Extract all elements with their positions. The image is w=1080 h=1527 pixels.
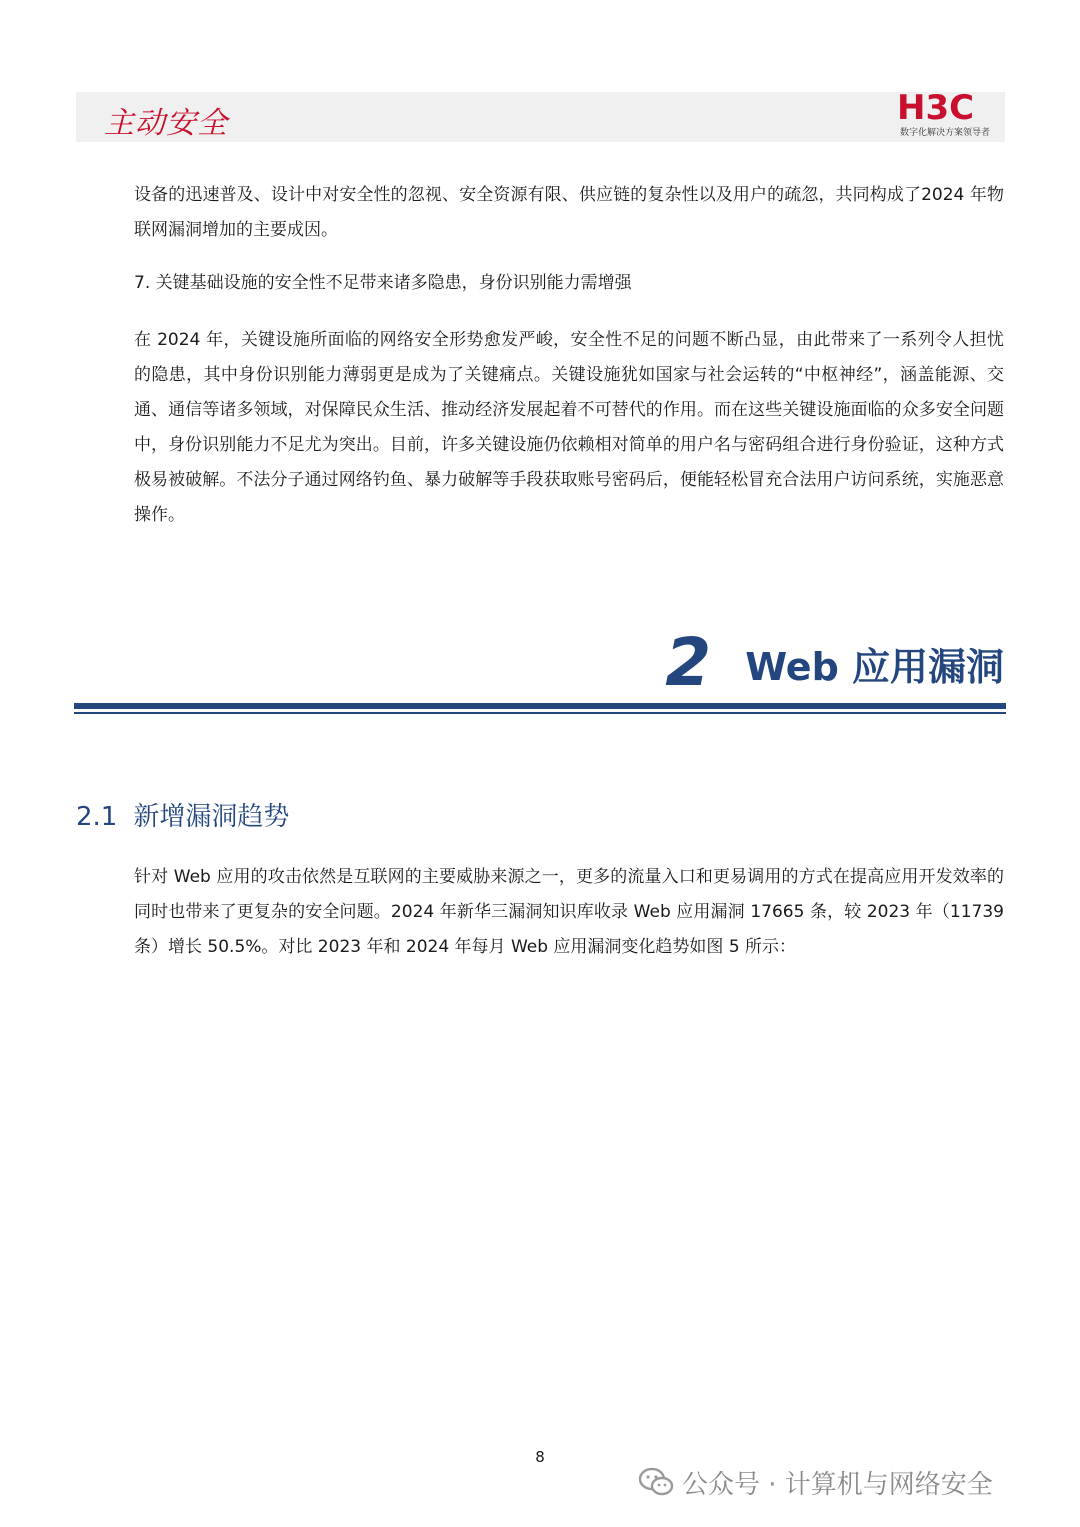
paragraph-iot-causes: 设备的迅速普及、设计中对安全性的忽视、安全资源有限、供应链的复杂性以及用户的疏忽，共同构成了2024 年物联网漏洞增加的主要成因。 bbox=[134, 185, 1004, 240]
watermark-text: 公众号 · 计算机与网络安全 bbox=[682, 1469, 993, 1500]
section-title-text: 新增漏洞趋势 bbox=[133, 802, 290, 832]
h3c-logo bbox=[889, 88, 1001, 142]
chapter-number: 2 bbox=[665, 624, 712, 701]
section-heading bbox=[76, 796, 289, 833]
logo-text: H3C bbox=[897, 88, 975, 128]
paragraph-critical-infrastructure: 在 2024 年，关键设施所面临的网络安全形势愈发严峻，安全性不足的问题不断凸显，由此带来了一系列令人担忧的隐患，其中身份识别能力薄弱更是成为了关键痛点。关键设施犹如国家与社会运转的“中枢神经”，涵盖能源、交通、通信等诸多领域，对保障民众生活、推动经济发展起着不可替代的作用。而在这些关键设施面临的众多安全问题中，身份识别能力不足尤为突出。目前，许多关键设施仍依赖相对简单的用户名与密码组合进行身份验证，这种方式极易被破解。不法分子通过网络钓鱼、暴力破解等手段获取账号密码后，便能轻松冒充合法用户访问系统，实施恶意操作。 bbox=[134, 330, 1004, 525]
chapter-rule-thick bbox=[74, 703, 1006, 709]
paragraph-web-vuln-intro: 针对 Web 应用的攻击依然是互联网的主要威胁来源之一，更多的流量入口和更易调用的方式在提高应用开发效率的同时也带来了更复杂的安全问题。2024 年新华三漏洞知识库收录 Web 应用漏洞 17665 条，较 2023 年（11739 条）增长 50.5%。对比 2023 年和 2024 年每月 Web 应用漏洞变化趋势如图 5 所示： bbox=[134, 867, 1004, 957]
chapter-rule-thin bbox=[74, 712, 1006, 714]
section-number: 2.1 bbox=[76, 802, 118, 832]
paragraph-item-7-heading: 7. 关键基础设施的安全性不足带来诸多隐患，身份识别能力需增强 bbox=[134, 273, 632, 293]
wechat-watermark bbox=[638, 1462, 993, 1502]
chapter-heading bbox=[665, 624, 1004, 701]
logo-tagline: 数字化解决方案领导者 bbox=[899, 128, 990, 138]
wechat-icon bbox=[638, 1467, 674, 1497]
chapter-title: Web 应用漏洞 bbox=[745, 645, 1004, 689]
page-number: 8 bbox=[535, 1448, 545, 1466]
header-title: 主动安全 bbox=[104, 106, 228, 141]
page-header bbox=[76, 88, 1005, 142]
